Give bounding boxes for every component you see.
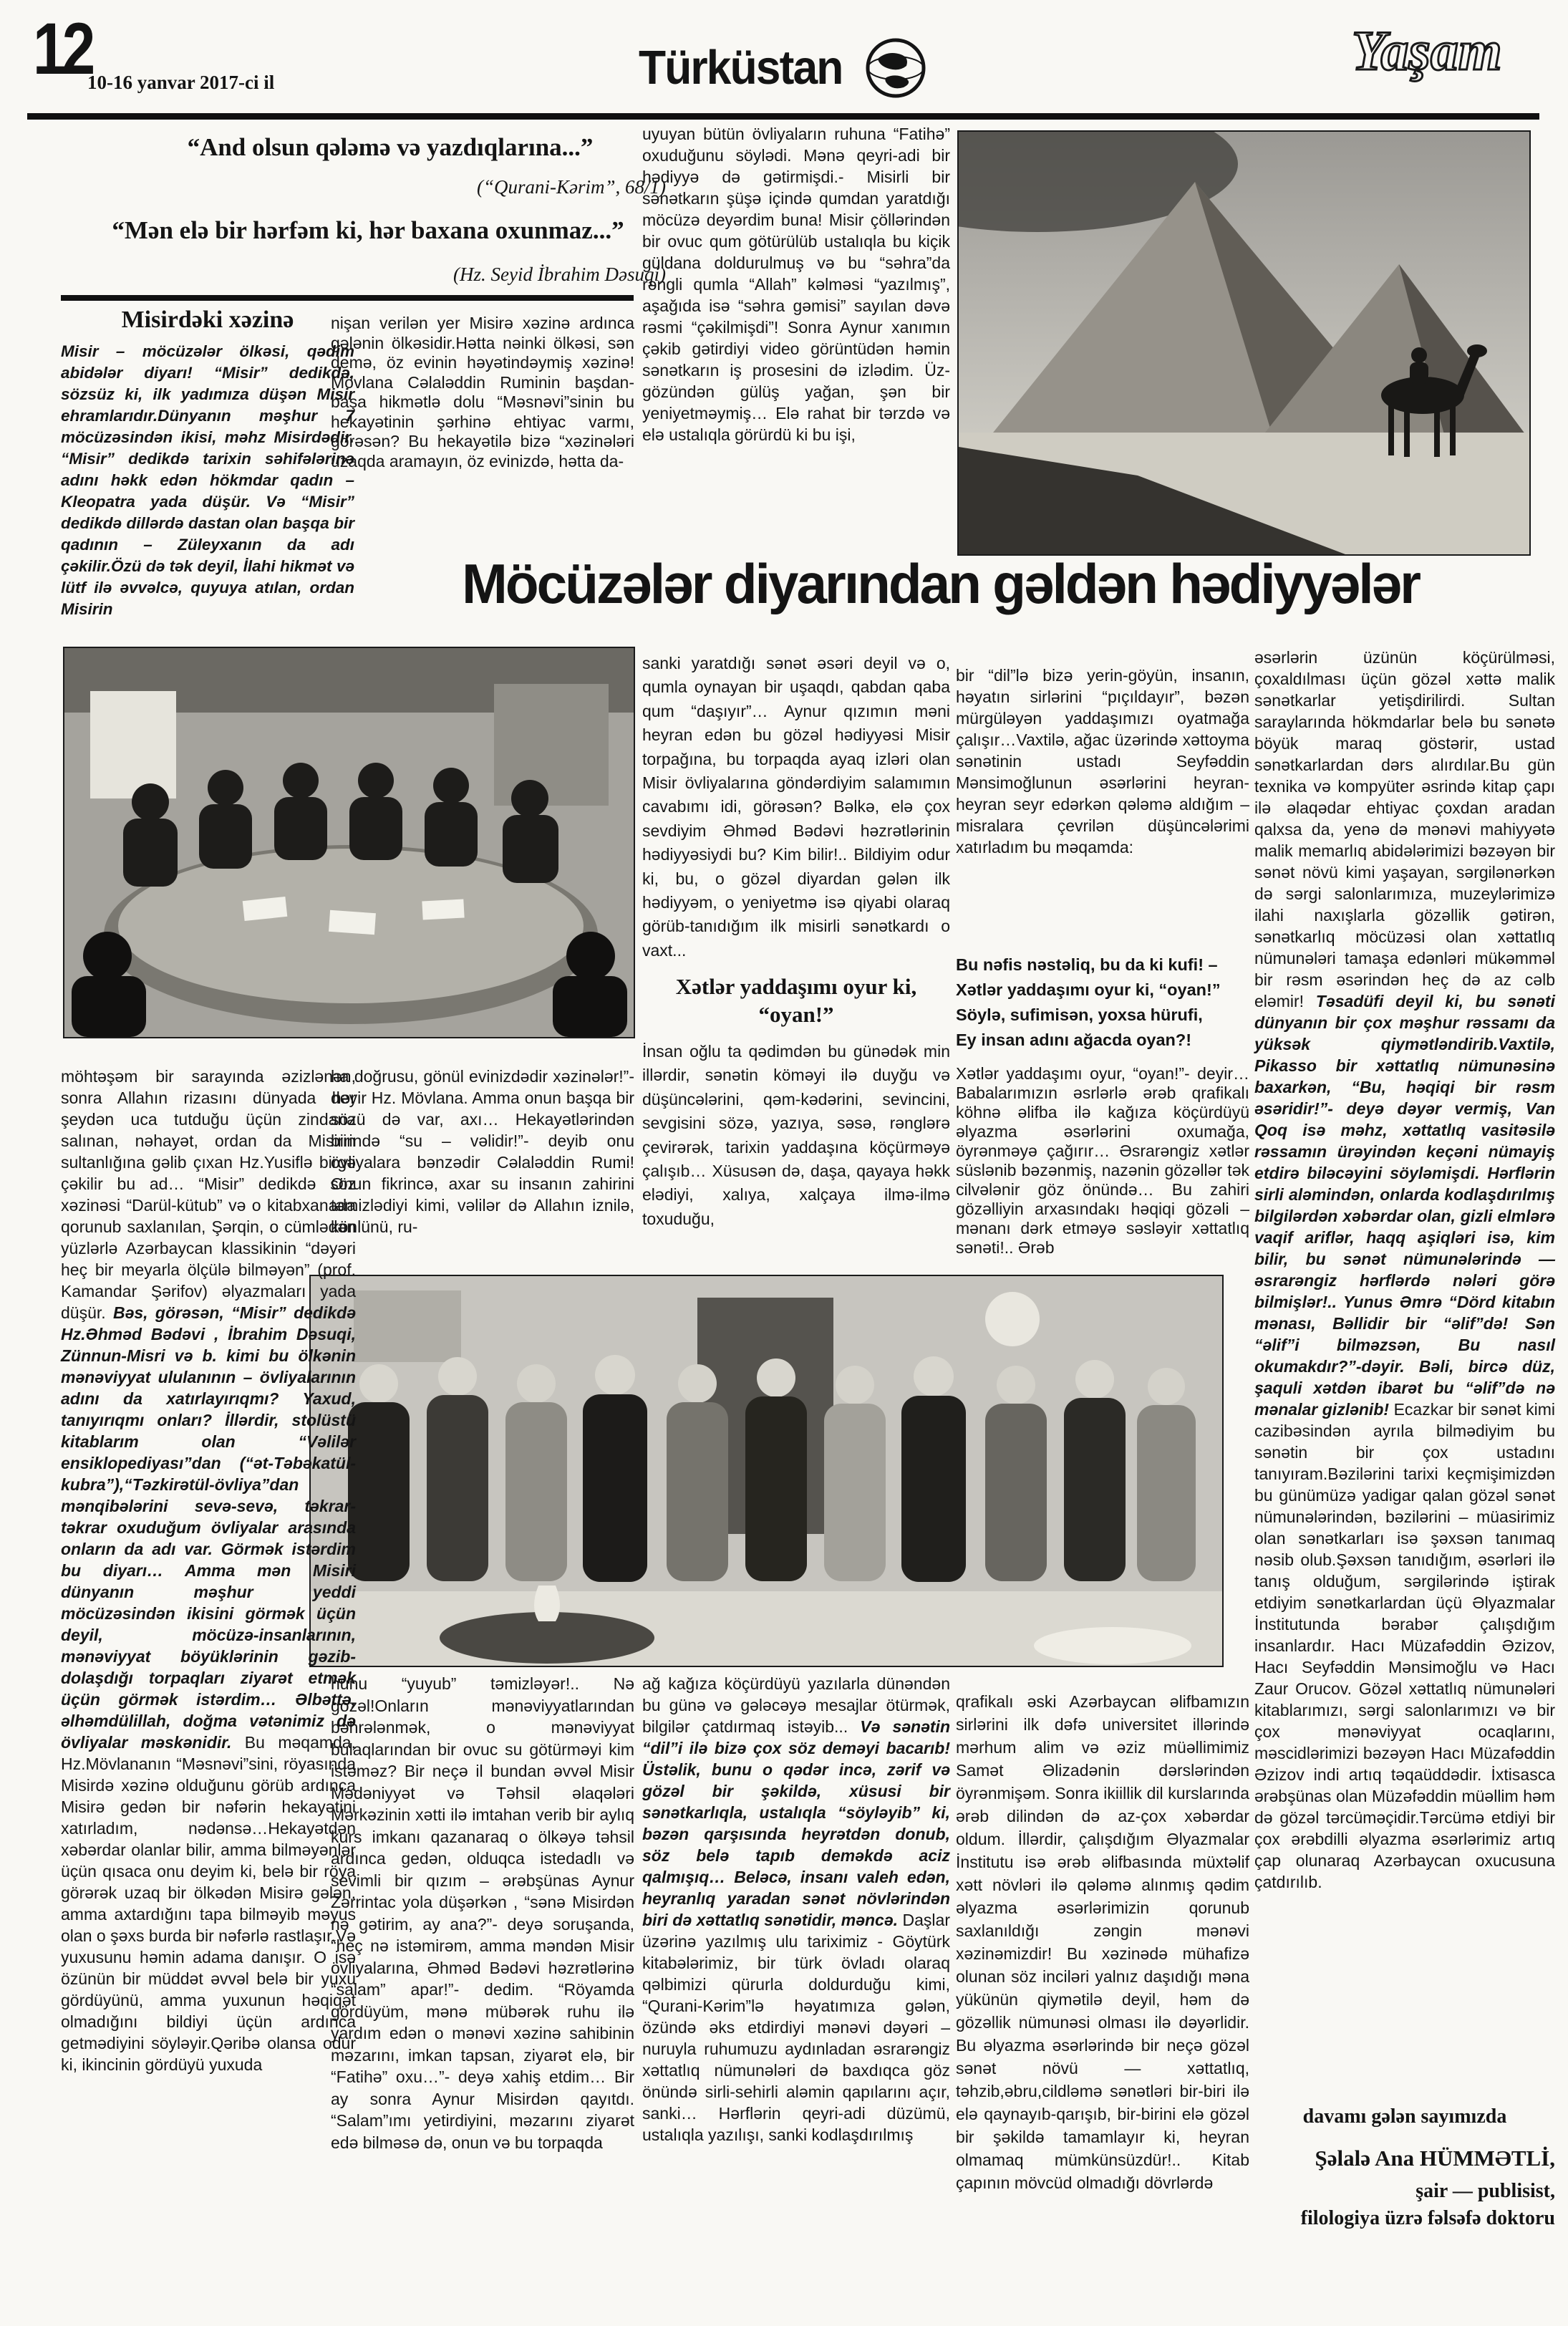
light-fixture [985,1292,1040,1346]
pyramids-photo [957,130,1531,556]
mid-col-lower [642,1673,950,2146]
header-rule [27,113,1539,120]
intro-column-3: uyuyan bütün övliyaların ruhuna “Fatihə” oxuduğunu söylədi. Mənə qeyri-adi bir hədiyyə də gətirmişdi.- Misirli bir sənətkarın şüşə içində qumdan yaratdığı möcüzə deyərdim buna! Misir çöllərindən bir ovuc qum götürülüb ustalıqla bu kiçik güldana doldurulmuş və bu “səhra”da rəngli qumla “Allah” kəlməsi “yazılmış”, aşağıda isə “səhra gəmisi” sayılan dəvə rəsmi “çəkilmişdi”! Sonra Aynur xanımın çəkib gətirdiyi video görüntüdən həmin sənətkarın iş prosesini də izlədim. Üz-gözündən gülüş yağan, şən bir yeniyetməymiş… Elə rahat bir tərzdə və elə ustalıqla görürdü ki bu işi, [642,125,950,444]
intro-column-1: Misir – möcüzələr ölkəsi, qədim abidələr diyarı! “Misir” dedikdə, sözsüz ki, ilk yadımıza düşən Misir ehramlarıdır.Dünyanın məşhur 7 möcüzəsindən ikisi, məhz Misirdədir. “Misir” dedikdə tarixin səhifələrinə adını həkk edən hökmdar qadın – Kleopatra yada düşür. Və “Misir” dedikdə dillərdə dastan olan başqa bir qadının – Züleyxanın da adı çəkilir.Özü də tək deyil, İlahi hikmət və lütf ilə əvvəlcə, quyuya atılan, ordan Misirin [61,342,354,618]
mid-col-seg3: Daşlar üzərinə yazılmış ulu tariximiz - Göytürk kitabələrimiz, bir türk övladı olaraq qəlbimizi qürurla doldurduğu kimi, “Qurani-Kərim”lə həyatımıza gələn, özündə əks etdirdiyi mənəvi dəyəri – nuruyla ruhumuzu aydınladan əsrarəngiz xəttatlıq nümunələri də baxdıqca göz önündə sirli-sehirli aləmin qapılarını açır, sanki… Hərflərin qeyri-adi düzümü, ustalıqla yazılışı, sanki kodlaşdırılmış [642,1911,950,2144]
main-col3-subhead: Xətlər yaddaşımı oyur ki, “oyan!” [675,974,917,1027]
article-headline: Möcüzələr diyarından gəldən hədiyyələr [462,552,1420,615]
main-col5 [1254,647,1555,1893]
mid-col-seg1: ağ kağıza köçürdüyü yazılarla dünəndən bu günə və gələcəyə mesajlar ötürmək, bilgilər çatdırmaq istəyib... [642,1674,950,1736]
quote-desuqi: “Mən elə bir hərfəm ki, hər baxana oxunmaz...” [112,216,624,244]
mid-col-seg2: Və sənətin “dil”i ilə bizə çox söz deməyi bacarıb! Üstəlik, bunu o qədər incə, zərif və gözəl bir şəkildə, xüsusi bir sənətkarlıqla, ustalıqla “söyləyib” ki, bəzən qarşısında heyrətdən donub, söz belə tapıb deməkdə aciz qalmışıq… Beləcə, insanı valeh edən, heyranlıq yaradan sənət növlərindən biri də xəttatlıq sənətidir, məncə. [642,1717,950,1929]
left-col2-upper: ha doğrusu, gönül evinizdədir xəzinələr!”- deyir Hz. Mövlana. Amma onun başqa bir sözü də var, axı… Hekayətlərindən birində “su – vəlidir!”- deyib onu övliyalara bənzədir Cəlaləddin Rumi! Onun fikrincə, axar su insanın zahirini təmizlədiyi kimi, vəlilər də Allahın iznilə, könlünü, ru- [331,1067,634,1236]
quote-quran: “And olsun qələmə və yazdıqlarına...” [187,133,594,161]
intro-title: Misirdəki xəzinə [121,307,294,333]
quotes-rule [61,295,634,301]
main-col4-para2: Xətlər yaddaşımı oyur, “oyan!”- deyir… Babalarımızın əsrlərlə ərəb qrafikalı köhnə əlifba ilə kağıza köçürdüyü əlyazma əsərlərini oxumağa, öyrənməyə çağırır… Əsrarəngiz xətlər süslənib bəzənmiş, nazənin gözəllər tək cilvələnir göz önündə… Bu zahiri gözəlliyin arxasındakı həqiqi gözəli – mənanı dərk etməyə səsləyir xəttatlıq sənəti!.. Ərəb [956,1064,1249,1257]
left-col2-lower: hunu “yuyub” təmizləyər!.. Nə gözəl!Onların mənəviyyatlarından bəhrələnmək, o mənəviyyat bulaqlarından bir ovuc su götürməyi kim istəməz? Bir neçə il bundan əvvəl Misir Mədəniyyət və Təhsil əlaqələri Mərkəzinin xətti ilə imtahan verib bir aylıq kurs imkanı qazanaraq o ölkəyə təhsil ardınca gedən, olduqca istedadlı və sevimli bir qızım – ərəbşünas Aynur Zərrintac yola düşərkən , “sənə Misirdən nə gətirim, ay ana?”- deyə soruşanda, “heç nə istəmirəm, amma məndən Misir övliyalarına, Əhməd Bədəvi həzrətlərinə “salam” apar!”- dedim. “Röyamda gördüyüm, mənə mübərək ruhu ilə yardım edən o mənəvi xəzinə sahibinin məzarını, imkan tapsan, ziyarət elə, bir “Fatihə” oxu…”- deyə xahiş etdim… Bir ay sonra Aynur Misirdən qayıtdı. “Salam”ımı yetirdiyini, məzarını ziyarət edə bilməsə də, onun və bu torpaqda [331,1674,634,2152]
poem-line: Bu nəfis nəstəliq, bu da ki kufi! – [956,955,1218,974]
left-col1-seg3: Bu məqamda, Hz.Mövlananın “Məsnəvi”sini, röyasında Misirdə xəzinə olduğunu görüb ardınca Misirə gedən bir nəfərin hekayətini xatırladım, nədənsə…Hekayətdən xəbərdar olanlar bilir, amma bilməyənlər üçün qısaca onu deyim ki, belə bir röya görərək uzaq bir ölkədən Misirə gələn, amma axtardığını tapa bilməyib məyus olan o şəxs burda bir nəfərlə rastlaşır.Və yuxusunu həmin adama danışır. O isə özünün bir müddət əvvəl belə bir yuxu gördüyünü, amma yuxunun həqiqət olmadığını bildiyi üçün ardınca getmədiyini söyləyir.Qəribə olansa odur ki, ikincinin gördüyü yuxuda [61,1733,356,2074]
col5-seg1: əsərlərin üzünün köçürülməsi, çoxaldılması üçün gözəl xəttə malik sənətkarlar yetişdirilirdi. Sultan saraylarında hökmdarlar belə bu sənətə böyük maraq göstərir, ustad sənətkarlardan dərs alırdılar.Bu gün texnika və kompyüter əsrində kitap çapı ilə əlaqədar ehtiyac çoxdan aradan qalxsa da, yenə də mənəvi mahiyyətə malik memarlıq abidələrimizi bəzəyən bir sənət növü kimi yaşayan, sərgilənərkən də sərgi salonlarımıza, muzeylərimizə ilahi naxışlarla gözəllik gətirən, sənətkarlıq möcüzəsi olan xəttatlıq nümunələri tamaşa edənləri mükəmməl bir rəsm əsərindən heç də az cəlb eləmir! [1254,648,1555,1010]
group-photo [309,1275,1224,1667]
issue-date: 10-16 yanvar 2017-ci il [87,72,275,93]
author-title-1: şair — publisist, [1415,2180,1555,2202]
author-title-2: filologiya üzrə fəlsəfə doktoru [1300,2207,1555,2229]
main-col3-para1: sanki yaratdığı sənət əsəri deyil və o, qumla oynayan bir uşaqdı, qabdan qaba qum “daşıyır”… Aynur qızımın məni heyran edən bu gözəl hədiyyəsi Misir torpağına, bu torpaqda ayaq izləri olan Misir övliyalarına göndərdiyim salamımın cavabımı idi, görəsən? Bəlkə, elə çox sevdiyim Əhməd Bədəvi həzrətlərinin hədiyyəsiydi bu? Kim bilir!.. Bildiyim odur ki, bu, o gözəl diyardan gələn ilk hədiyyəm, o yeniyetmə isə qiyabi olaraq görüb-tanıdığım ilk misirli sənətkardı o vaxt... [642,654,950,960]
poem-block [956,952,1249,1053]
quote-quran-source: (“Qurani-Kərim”, 68/1) [476,176,666,198]
col5-seg2: Təsadüfi deyil ki, bu sənəti dünyanın bir çox məşhur rəssamı da yüksək qiymətləndirib.Vaxtilə, Pikasso bir xəttatlıq nümunəsinə baxarkən, “Bu, həqiqi bir rəsm əsəridir!”- deyə dəyər vermiş, Van Qoq isə məhz, xəttatlıq vasitəsilə rəssamın ürəyindən keçəni nümayiş etdirə biləcəyini söyləmişdi. Hərflərin sirli aləmindən, onlarda kodlaşdırılmış bilgilərdən xəbərdar olan, gizli elmlərə vaqif ariflər, haqq aşiqləri isə, kim bilir, bu sənət nümunələrində — əsrarəngiz hərflərdə nələri görə bilmişlər!.. Yunus Əmrə “Dörd kitabın mənası, Bəllidir bir “əlif”də! Sən “əlif”i bilməzsən, Bu nasıl okumakdır?”-dəyir. Bəli, bircə düz, şaquli xətdən ibarət bu “əlif”də nə mənalar gizlənib! [1254,992,1555,1419]
main-col4-para1: bir “dil”lə bizə yerin-göyün, insanın, həyatın sirlərini “pıçıldayır”, bəzən mürgüləyən yaddaşımızı oyatmağa çalışır…Vaxtilə, ağac üzərində xəttoyma sənətinin ustadı Seyfəddin Mənsimoğlunun əsərlərini heyran- heyran seyr edərkən qələmə aldığım – misralara çevrilən düşüncələrimi xatırladım bu məqamda: [956,666,1249,856]
globe-icon [865,37,926,102]
masthead-title: Türküstan [639,41,843,95]
meeting-photo [63,647,635,1038]
left-col1 [61,1066,356,2075]
page-number: 12 [33,8,92,90]
author-name: Şəlalə Ana HÜMMƏTLİ, [1315,2146,1555,2171]
col5-seg3: Ecazkar bir sənət kimi cazibəsindən ayrıla bilmədiyim bu sənətin bir çox ustadını tanıyıram.Bəzilərini tarixi keçmişimizdən bu günümüzə yadigar qalan gözəl sənət nümunələrindən, bəzilərini – müasirimiz olan sənətkarları isə şəxsən tanımaq nəsib olub.Şəxsən tanıdığım, əsərləri ilə tanış olduğum, sərgilərində iştirak etdiyim sənətkarlardan üçü Əlyazmalar İnstitutunda bərabər çalışdığım insanlardır. Hacı Müzafəddin Əzizov, Hacı Seyfəddin Mənsimoğlu və Hacı Zaur Orucov. Gözəl xəttatlıq nümunələri kitablarımızı, sərgi salonlarımızı və bir çox mənəviyyat ocaqlarını, məscidlərimizi bəzəyən Hacı Müzafəddin Əzizov indi artıq təqaüddədir. İxtisasca ərəbşünas olan Müzəfəddin müəllim həm də gözəl tərcüməçidir.Tərcümə etdiyi bir çox ərəbdilli əlyazma əsərlərimiz artıq çap olunaraq Azərbaycan oxucusuna çatdırılıb. [1254,1400,1555,1891]
poem-line: Ey insan adını ağacda oyan?! [956,1031,1192,1049]
left-col1-seg2: Bəs, görəsən, “Misir” dedikdə Hz.Əhməd Bədəvi , İbrahim Dəsuqi, Zünnun-Misri və b. kimi bu ölkənin mənəviyyat ululanının – övliyalarının adını da xatırlayırıqmı? Yaxud, tanıyırıqmı onları? İllərdir, stolüstü kitablarım olan “Vəlilər ensiklopediyası”dan (“ət-Təbəkatül-kubra”),“Təzkirətül-övliya”dan mənqibələrini sevə-sevə, təkrar-təkrar oxuduğum övliyalar arasında onların da adı var. Görmək istərdim bu diyarı… Amma mən Misiri dünyanın məşhur yeddi möcüzəsindən ikisini görmək üçün deyil, möcüzə-insanlarının, mənəviyyat böyüklərinin gəzib-dolaşdığı torpaqları ziyarət etmək üçün görmək istərdim… Əlbəttə, əlhəmdülillah, doğma vətənimiz də övliyalar məskənidir. [61,1303,356,1752]
left-col1-seg1: möhtəşəm bir sarayında əzizlənən, sonra Allahın rizasını dünyada hər şeydən uca tutduğu üçün zindana salınan, nəhayət, ordan da Misirin sultanlığına gəlib çıxan Hz.Yusiflə birgə çəkilir bu ad… “Misir” dedikdə söz xəzinəsi “Darül-kütub” və o kitabxanada qorunub saxlanılan, Şərqin, o cümlədən yüzlərlə Azərbaycan klassikinin “dəyəri heç bir meyarla ölçülə bilməyən” (prof. Kamandar Şərifov) əlyazmaları yada düşür. [61,1067,356,1322]
continuation-note: davamı gələn sayımızda [1302,2105,1507,2128]
main-col3-para2: İnsan oğlu ta qədimdən bu günədək min illərdir, sənətin köməyi ilə duyğu və düşüncələrini, qəm-kədərini, sevincini, sevgisini sözə, yazıya, səsə, rənglərə çevirərək, tarixin yaddaşına köçürməyə çalışıb… Xüsusən də, daşa, qayaya həkk elədiyi, xalıya, xalçaya ilmə-ilmə toxuduğu, [642,1042,950,1228]
main-col4-para3: qrafikalı əski Azərbaycan əlifbamızın sirlərini ilk dəfə universitet illərində mərhum alim və əziz müəllimimiz Samət Əlizadənin dərslərindən öyrənmişəm. Sonra ikiillik dil kurslarında ərəb dilindən də az-çox xəbərdar oldum. İllərdir, çalışdığım Əlyazmalar İnstitutu isə ərəb əlifbasında müxtəlif xətt növləri ilə qələmə alınmış qədim əlyazma əsərlərimizin qorunub saxlanıldığı zəngin mənəvi xəzinəmizdir! Bu xəzinədə mühafizə olunan söz inciləri yalnız daşıdığı məna yükünün qiymətilə deyil, həm də gözəllik nümunəsi olması ilə dəyərlidir. Bu əlyazma əsərlərində bir neçə gözəl sənət növü — xəttatlıq, təhzib,əbru,cildləmə sənətləri bir-biri ilə elə qaynayıb-qarışıb, bir-birini elə gözəl bir şəkildə tamamlayır ki, heyran olmamaq mümkünsüzdür!.. Kitab çapının mövcüd olmadığı dövrlərdə [956,1692,1249,2192]
poem-line: Söylə, sufimisən, yoxsa hürufi, [956,1005,1203,1024]
poem-line: Xətlər yaddaşımı oyur ki, “oyan!” [956,980,1221,999]
section-label: Yaşam [1352,19,1502,82]
window [90,691,176,798]
intro-column-2: nişan verilən yer Misirə xəzinə ardınca gələnin ölkəsidir.Hətta nəinki ölkəsi, sən demə, öz evinin həyətindəymiş xəzinə! Mövlana Cəlaləddin Ruminin başdan-başa hikmətlə dolu “Məsnəvi”sinin bu hekayətinin şərhinə ehtiyac varmı, görəsən? Bu hekayətilə bizə “xəzinələri uzaqda aramayın, öz evinizdə, hətta da- [331,314,634,470]
quote-desuqi-source: (Hz. Seyid İbrahim Dəsuqi) [453,264,666,285]
